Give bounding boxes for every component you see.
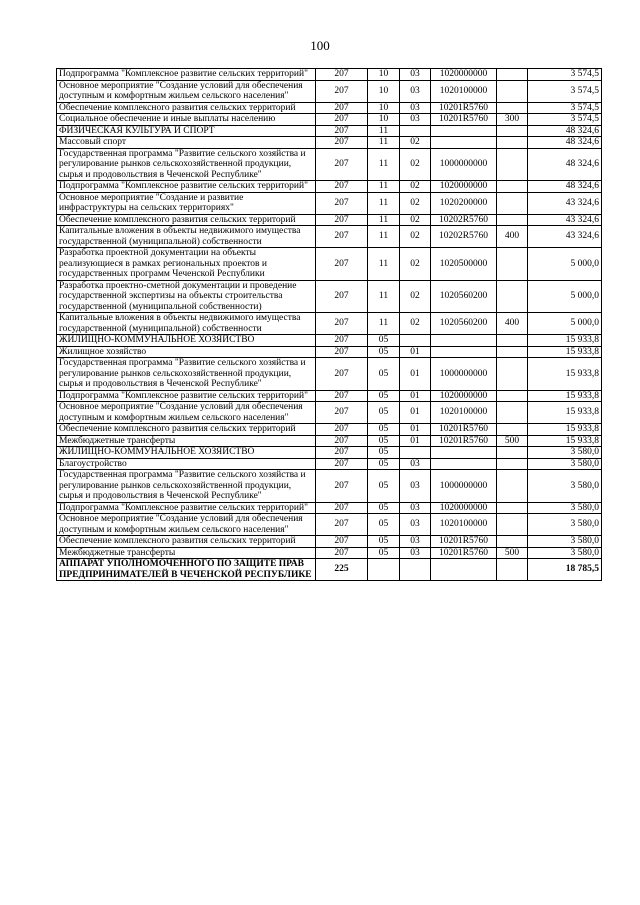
table-row [57,458,602,470]
cell-gr: 207 [316,346,368,358]
cell-gr: 207 [316,226,368,248]
cell-sum: 15 933,8 [528,390,602,402]
cell-pr: 02 [400,214,431,226]
cell-sum: 3 580,0 [528,502,602,514]
cell-sum: 15 933,8 [528,402,602,424]
cell-csr: 1020100000 [431,402,497,424]
cell-csr [431,125,497,137]
cell-rz: 05 [368,536,400,548]
cell-rz: 11 [368,280,400,313]
table-row [57,280,602,313]
cell-vr [497,502,528,514]
cell-csr: 10201R5760 [431,424,497,436]
cell-pr [400,559,431,581]
cell-gr: 207 [316,470,368,503]
cell-sum: 15 933,8 [528,346,602,358]
cell-sum: 48 324,6 [528,181,602,193]
cell-gr: 207 [316,102,368,114]
table-row [57,390,602,402]
cell-sum: 43 324,6 [528,226,602,248]
cell-csr [431,447,497,459]
table-row [57,181,602,193]
cell-pr: 02 [400,280,431,313]
cell-pr: 03 [400,547,431,559]
cell-rz: 05 [368,402,400,424]
cell-rz: 05 [368,547,400,559]
cell-vr [497,181,528,193]
cell-pr [400,447,431,459]
table-row [57,137,602,149]
cell-sum: 3 574,5 [528,69,602,81]
cell-csr: 10201R5760 [431,114,497,126]
cell-sum: 5 000,0 [528,313,602,335]
cell-csr: 10201R5760 [431,102,497,114]
cell-rz: 11 [368,137,400,149]
cell-csr: 1020560200 [431,280,497,313]
cell-sum: 15 933,8 [528,335,602,347]
cell-sum: 5 000,0 [528,280,602,313]
cell-pr: 01 [400,402,431,424]
cell-pr: 02 [400,181,431,193]
table-row [57,335,602,347]
cell-name: Капитальные вложения в объекты недвижимого имущества государственной (муниципальной) собственности [57,313,316,335]
cell-pr: 03 [400,458,431,470]
cell-sum: 5 000,0 [528,248,602,281]
table-row [57,148,602,181]
cell-vr [497,148,528,181]
table-row [57,358,602,391]
cell-rz: 05 [368,435,400,447]
cell-vr [497,447,528,459]
cell-rz: 11 [368,313,400,335]
cell-rz: 05 [368,514,400,536]
cell-sum: 3 574,5 [528,80,602,102]
cell-sum: 43 324,6 [528,192,602,214]
cell-gr: 207 [316,80,368,102]
cell-sum: 15 933,8 [528,358,602,391]
cell-vr [497,358,528,391]
cell-rz: 11 [368,226,400,248]
cell-vr [497,80,528,102]
cell-csr [431,346,497,358]
cell-rz [368,559,400,581]
cell-rz: 11 [368,125,400,137]
table-row [57,192,602,214]
table-row [57,470,602,503]
cell-vr [497,214,528,226]
cell-rz: 05 [368,390,400,402]
cell-rz: 05 [368,447,400,459]
cell-csr: 10202R5760 [431,214,497,226]
cell-pr: 02 [400,192,431,214]
cell-name: Массовый спорт [57,137,316,149]
cell-name: Основное мероприятие "Создание условий для обеспечения доступным и комфортным жильем сельского населения" [57,514,316,536]
cell-gr: 207 [316,125,368,137]
cell-csr: 1000000000 [431,470,497,503]
cell-gr: 207 [316,547,368,559]
cell-rz: 11 [368,148,400,181]
cell-csr: 1020500000 [431,248,497,281]
cell-gr: 207 [316,137,368,149]
table-row [57,424,602,436]
cell-csr [431,335,497,347]
cell-vr: 500 [497,547,528,559]
cell-name: ЖИЛИЩНО-КОММУНАЛЬНОЕ ХОЗЯЙСТВО [57,447,316,459]
cell-sum: 48 324,6 [528,137,602,149]
cell-vr [497,402,528,424]
table-row [57,80,602,102]
cell-name: ЖИЛИЩНО-КОММУНАЛЬНОЕ ХОЗЯЙСТВО [57,335,316,347]
cell-vr [497,536,528,548]
cell-sum: 3 574,5 [528,114,602,126]
cell-sum: 3 580,0 [528,514,602,536]
cell-rz: 11 [368,181,400,193]
cell-vr: 400 [497,226,528,248]
cell-pr: 03 [400,514,431,536]
cell-sum: 18 785,5 [528,559,602,581]
cell-vr: 300 [497,114,528,126]
cell-vr [497,514,528,536]
cell-pr: 03 [400,502,431,514]
cell-name: Основное мероприятие "Создание и развитие инфраструктуры на сельских территориях" [57,192,316,214]
cell-pr: 01 [400,390,431,402]
cell-gr: 207 [316,335,368,347]
cell-gr: 207 [316,502,368,514]
cell-vr [497,69,528,81]
cell-pr: 03 [400,470,431,503]
cell-vr [497,248,528,281]
cell-gr: 207 [316,248,368,281]
table-row [57,435,602,447]
table-row [57,69,602,81]
cell-gr: 207 [316,536,368,548]
cell-name: Межбюджетные трансферты [57,435,316,447]
cell-pr: 01 [400,346,431,358]
cell-csr: 1020100000 [431,514,497,536]
cell-vr [497,137,528,149]
table-row [57,402,602,424]
cell-sum: 3 580,0 [528,536,602,548]
cell-name: Обеспечение комплексного развития сельских территорий [57,424,316,436]
cell-pr: 02 [400,226,431,248]
cell-name: Основное мероприятие "Создание условий для обеспечения доступным и комфортным жильем сельского населения" [57,402,316,424]
cell-gr: 207 [316,447,368,459]
cell-csr: 1020000000 [431,181,497,193]
cell-vr [497,559,528,581]
cell-pr: 03 [400,114,431,126]
cell-gr: 207 [316,192,368,214]
cell-name: ФИЗИЧЕСКАЯ КУЛЬТУРА И СПОРТ [57,125,316,137]
table-row [57,114,602,126]
page-number: 100 [310,38,330,53]
cell-csr: 1020560200 [431,313,497,335]
cell-csr: 1020100000 [431,80,497,102]
cell-name: Обеспечение комплексного развития сельских территорий [57,536,316,548]
cell-gr: 207 [316,148,368,181]
cell-vr [497,390,528,402]
cell-csr [431,137,497,149]
cell-sum: 3 580,0 [528,470,602,503]
table-row [57,226,602,248]
cell-csr: 1000000000 [431,148,497,181]
cell-gr: 225 [316,559,368,581]
cell-vr [497,346,528,358]
cell-csr [431,559,497,581]
cell-vr: 500 [497,435,528,447]
cell-name: Государственная программа "Развитие сельского хозяйства и регулирование рынков сельскохозяйственной продукции, сырья и продовольствия в Чеченской Республике" [57,358,316,391]
cell-pr: 03 [400,536,431,548]
cell-csr: 10201R5760 [431,536,497,548]
cell-vr: 400 [497,313,528,335]
cell-sum: 43 324,6 [528,214,602,226]
cell-pr [400,125,431,137]
cell-csr: 1020000000 [431,502,497,514]
cell-name: Капитальные вложения в объекты недвижимого имущества государственной (муниципальной) собственности [57,226,316,248]
table-row [57,514,602,536]
cell-csr: 1020000000 [431,69,497,81]
cell-rz: 10 [368,114,400,126]
cell-name: Разработка проектно-сметной документации и проведение государственной экспертизы на объекты строительства государственной (муниципальной собственности) [57,280,316,313]
cell-sum: 48 324,6 [528,125,602,137]
cell-gr: 207 [316,358,368,391]
cell-rz: 05 [368,470,400,503]
cell-rz: 11 [368,192,400,214]
table-row [57,502,602,514]
cell-rz: 05 [368,502,400,514]
cell-rz: 05 [368,358,400,391]
cell-sum: 3 580,0 [528,547,602,559]
cell-gr: 207 [316,280,368,313]
cell-gr: 207 [316,181,368,193]
cell-rz: 05 [368,335,400,347]
cell-pr: 02 [400,148,431,181]
cell-name: Межбюджетные трансферты [57,547,316,559]
cell-sum: 15 933,8 [528,435,602,447]
cell-name: Жилищное хозяйство [57,346,316,358]
cell-csr: 1000000000 [431,358,497,391]
table-row [57,102,602,114]
table-row [57,559,602,581]
cell-name: Подпрограмма "Комплексное развитие сельских территорий" [57,181,316,193]
cell-csr: 10201R5760 [431,435,497,447]
cell-csr [431,458,497,470]
cell-gr: 207 [316,435,368,447]
cell-rz: 11 [368,214,400,226]
table-row [57,214,602,226]
cell-pr [400,335,431,347]
cell-name: Социальное обеспечение и иные выплаты населению [57,114,316,126]
cell-pr: 03 [400,69,431,81]
cell-csr: 1020000000 [431,390,497,402]
cell-vr [497,424,528,436]
cell-pr: 03 [400,102,431,114]
cell-sum: 3 580,0 [528,447,602,459]
cell-vr [497,102,528,114]
budget-table [56,68,602,581]
cell-rz: 05 [368,346,400,358]
cell-vr [497,470,528,503]
table-row [57,248,602,281]
table-row [57,536,602,548]
cell-gr: 207 [316,424,368,436]
cell-csr: 10202R5760 [431,226,497,248]
cell-csr: 10201R5760 [431,547,497,559]
cell-pr: 01 [400,424,431,436]
cell-name: Обеспечение комплексного развития сельских территорий [57,102,316,114]
cell-name: Подпрограмма "Комплексное развитие сельских территорий" [57,502,316,514]
table-row [57,125,602,137]
cell-csr: 1020200000 [431,192,497,214]
cell-sum: 3 574,5 [528,102,602,114]
cell-name: Подпрограмма "Комплексное развитие сельских территорий" [57,69,316,81]
cell-gr: 207 [316,402,368,424]
cell-pr: 02 [400,248,431,281]
cell-pr: 02 [400,137,431,149]
cell-sum: 15 933,8 [528,424,602,436]
table-row [57,447,602,459]
cell-pr: 02 [400,313,431,335]
cell-name: Разработка проектной документации на объекты реализующиеся в рамках региональных проектов и государственных программ Чеченской Республики [57,248,316,281]
cell-vr [497,280,528,313]
cell-name: Государственная программа "Развитие сельского хозяйства и регулирование рынков сельскохозяйственной продукции, сырья и продовольствия в Чеченской Республике" [57,148,316,181]
table-row [57,346,602,358]
cell-sum: 48 324,6 [528,148,602,181]
cell-gr: 207 [316,390,368,402]
cell-sum: 3 580,0 [528,458,602,470]
table-row [57,313,602,335]
cell-name: Основное мероприятие "Создание условий для обеспечения доступным и комфортным жильем сельского населения" [57,80,316,102]
cell-name: Подпрограмма "Комплексное развитие сельских территорий" [57,390,316,402]
cell-vr [497,458,528,470]
cell-gr: 207 [316,458,368,470]
cell-rz: 11 [368,248,400,281]
cell-name: Обеспечение комплексного развития сельских территорий [57,214,316,226]
cell-pr: 01 [400,435,431,447]
cell-gr: 207 [316,313,368,335]
cell-gr: 207 [316,69,368,81]
cell-gr: 207 [316,114,368,126]
cell-vr [497,192,528,214]
cell-rz: 10 [368,102,400,114]
cell-name: АППАРАТ УПОЛНОМОЧЕННОГО ПО ЗАЩИТЕ ПРАВ ПРЕДПРИНИМАТЕЛЕЙ В ЧЕЧЕНСКОЙ РЕСПУБЛИКЕ [57,559,316,581]
cell-gr: 207 [316,214,368,226]
cell-rz: 10 [368,69,400,81]
cell-vr [497,125,528,137]
cell-pr: 01 [400,358,431,391]
cell-gr: 207 [316,514,368,536]
cell-name: Государственная программа "Развитие сельского хозяйства и регулирование рынков сельскохозяйственной продукции, сырья и продовольствия в Чеченской Республике" [57,470,316,503]
cell-rz: 05 [368,424,400,436]
cell-rz: 10 [368,80,400,102]
cell-rz: 05 [368,458,400,470]
cell-pr: 03 [400,80,431,102]
table-row [57,547,602,559]
cell-name: Благоустройство [57,458,316,470]
cell-vr [497,335,528,347]
